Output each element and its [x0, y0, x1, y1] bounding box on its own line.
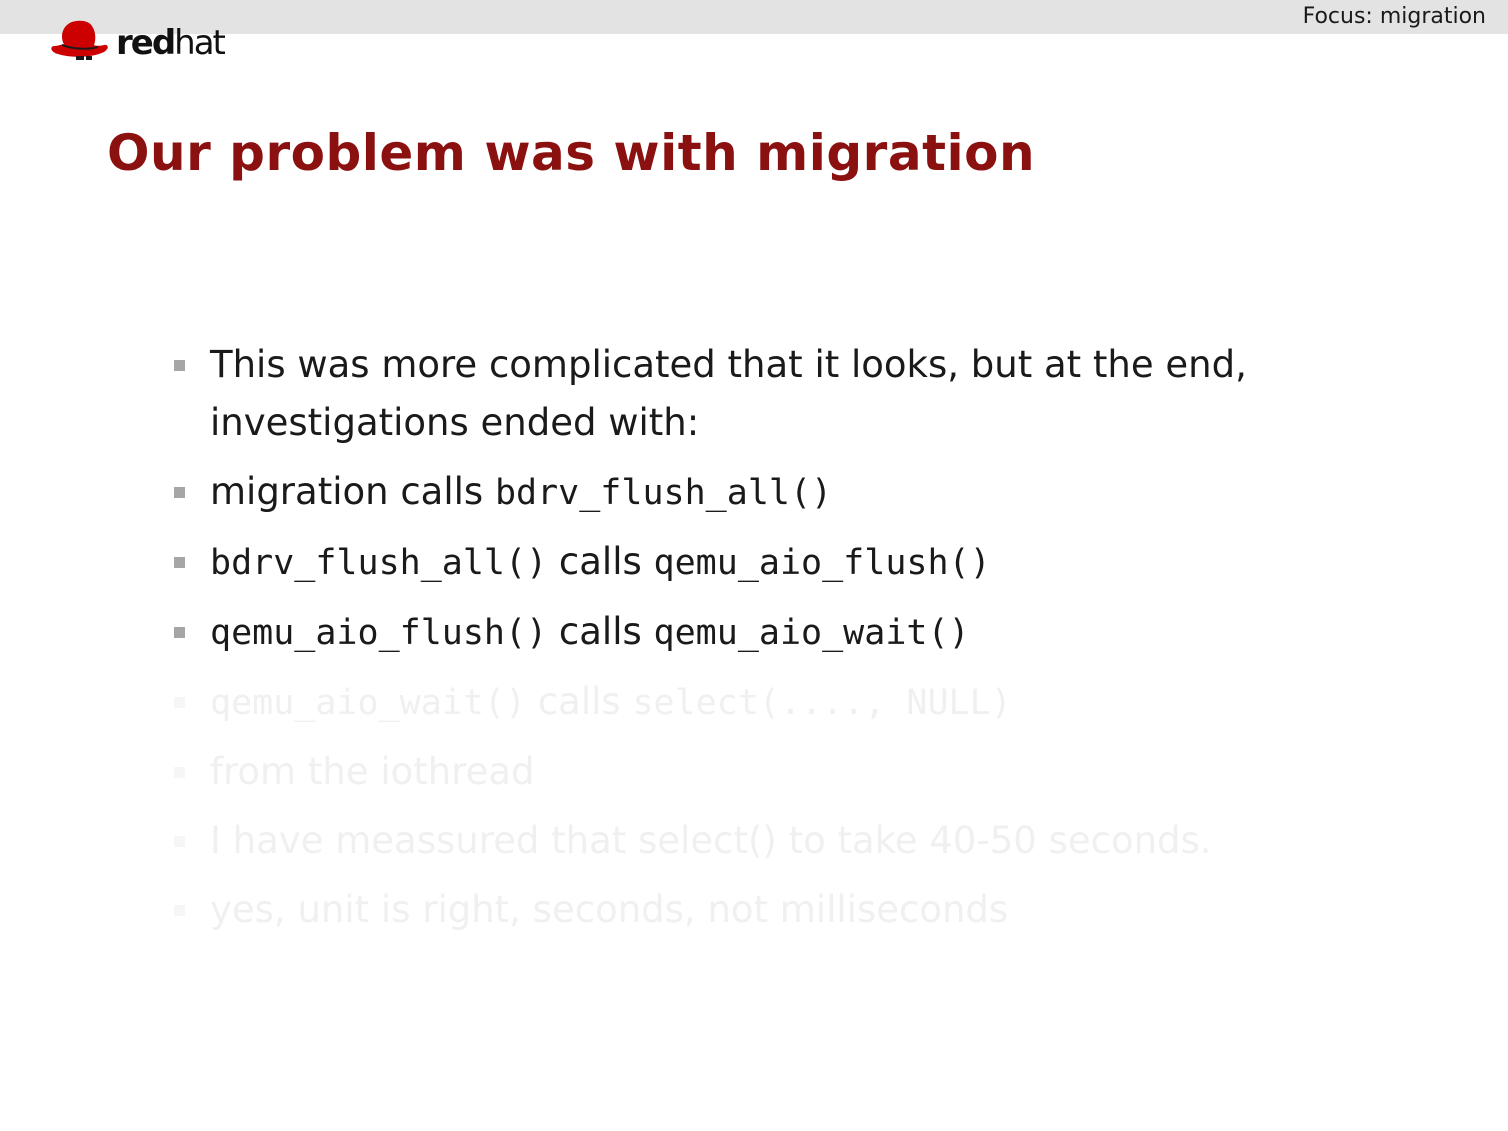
bullet-marker [174, 767, 185, 778]
slide-title: Our problem was with migration [107, 124, 1036, 182]
bullet-item [172, 743, 1352, 801]
red-hat-icon [48, 16, 112, 64]
bullet-item [172, 881, 1352, 939]
top-bar [0, 0, 1508, 34]
bullet-marker [174, 360, 185, 371]
bullet-text: calls [547, 610, 654, 653]
code-fragment: qemu_aio_wait() [210, 683, 527, 723]
code-fragment: qemu_aio_wait() [653, 613, 970, 653]
bullet-item [172, 812, 1352, 870]
bullet-marker [174, 697, 185, 708]
bullet-marker [174, 557, 185, 568]
bullet-marker [174, 627, 185, 638]
bullet-text: This was more complicated that it looks, but at the end, investigations ended with: [210, 343, 1247, 444]
bullet-item [172, 533, 1352, 592]
bullet-text: yes, unit is right, seconds, not milliseconds [210, 888, 1009, 931]
bullet-item [172, 673, 1352, 732]
bullet-marker [174, 905, 185, 916]
bullet-item [172, 603, 1352, 662]
bullet-text: I have meassured that select() to take 40-50 seconds. [210, 819, 1212, 862]
red-hat-wordmark: redhat [116, 23, 224, 63]
section-label: Focus: migration [1302, 4, 1486, 29]
bullet-list [172, 336, 1352, 950]
bullet-text: from the iothread [210, 750, 535, 793]
bullet-marker [174, 836, 185, 847]
code-fragment: bdrv_flush_all() [494, 473, 833, 513]
red-hat-logo [48, 16, 224, 64]
bullet-text: calls [526, 680, 633, 723]
code-fragment: select(...., NULL) [632, 683, 1012, 723]
bullet-text: migration calls [210, 470, 495, 513]
bullet-marker [174, 487, 185, 498]
code-fragment: qemu_aio_flush() [653, 543, 991, 583]
bullet-item [172, 463, 1352, 522]
code-fragment: bdrv_flush_all() [210, 543, 548, 583]
bullet-text: calls [547, 540, 654, 583]
bullet-item [172, 336, 1352, 452]
code-fragment: qemu_aio_flush() [210, 613, 548, 653]
